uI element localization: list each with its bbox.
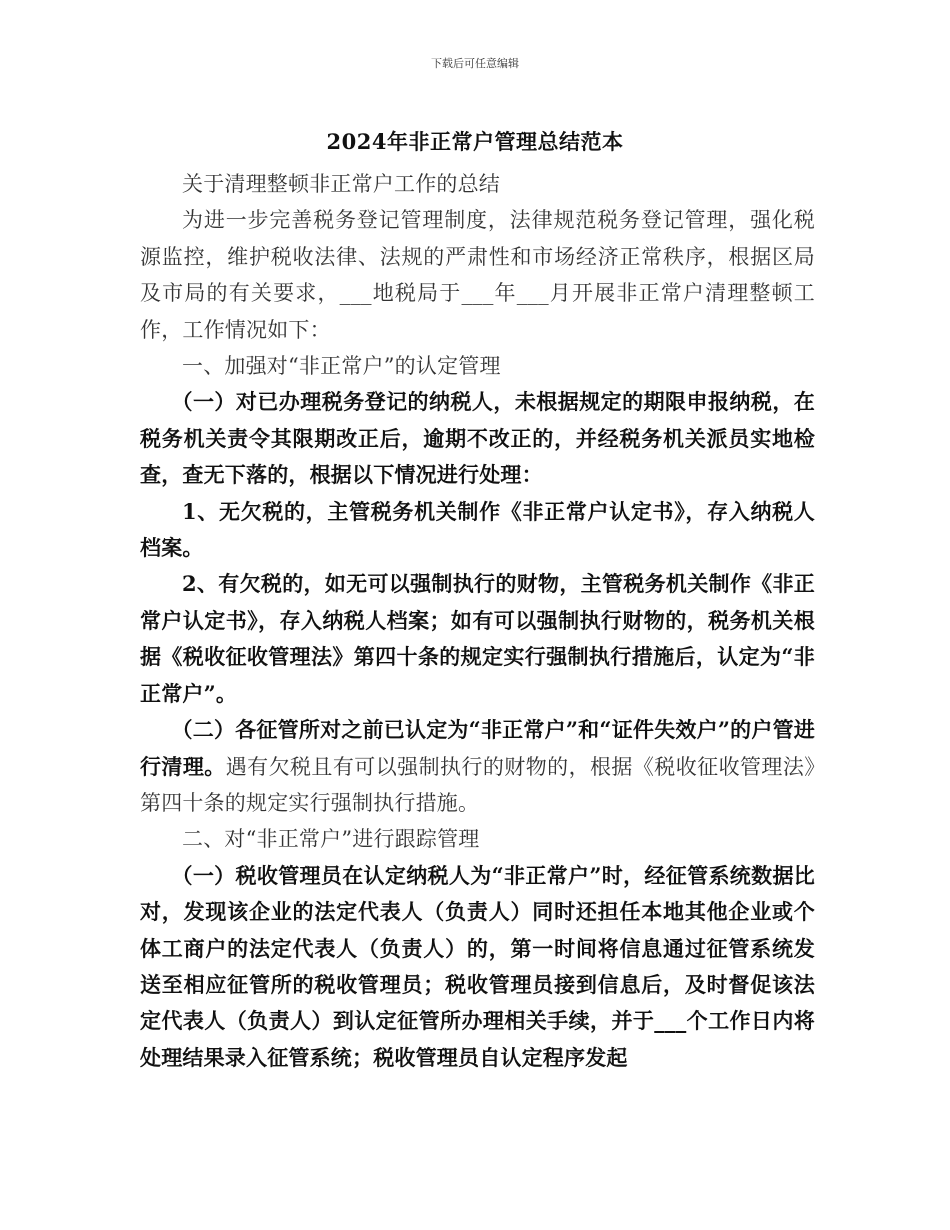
document-body	[140, 166, 815, 1076]
section2-item1: （一）税收管理员在认定纳税人为“非正常户”时，经征管系统数据比对，发现该企业的法定代表人（负责人）同时还担任本地其他企业或个体工商户的法定代表人（负责人）的，第一时间将信息通过征管系统发送至相应征管所的税收管理员；税收管理员接到信息后，及时督促该法定代表人（负责人）到认定征管所办理相关手续，并于___个工作日内将处理结果录入征管系统；税收管理员自认定程序发起	[140, 862, 815, 1070]
section1-heading: 一、加强对“非正常户”的认定管理	[182, 354, 501, 379]
section1-item2-bold: （二）各征管所对之前已认定为“非正常户”和“证件失效户”的户管进行清理。	[140, 717, 815, 779]
document-subtitle: 关于清理整顿非正常户工作的总结	[182, 172, 500, 196]
intro-paragraph: 为进一步完善税务登记管理制度，法律规范税务登记管理，强化税源监控，维护税收法律、法规的严肃性和市场经济正常秩序，根据区局及市局的有关要求，___地税局于___年___月开展非正常户清理整顿工作，工作情况如下：	[140, 208, 815, 342]
section1-item2	[140, 712, 815, 821]
section1-item1: （一）对已办理税务登记的纳税人，未根据规定的期限申报纳税，在税务机关责令其限期改正后，逾期不改正的，并经税务机关派员实地检查，查无下落的，根据以下情况进行处理：	[140, 389, 815, 488]
header-note: 下载后可任意编辑	[431, 57, 519, 70]
section2-heading: 二、对“非正常户”进行跟踪管理	[182, 827, 480, 852]
section1-item2-plain: 遇有欠税且有可以强制执行的财物的，根据《税收征收管理法》第四十条的规定实行强制执行措施。	[140, 754, 815, 815]
document-title: 2024年非正常户管理总结范本	[326, 129, 624, 154]
section1-item1-point2: 2、有欠税的，如无可以强制执行的财物，主管税务机关制作《非正常户认定书》，存入纳税人档案；如有可以强制执行财物的，税务机关根据《税收征收管理法》第四十条的规定实行强制执行措施后，认定为“非正常户”。	[140, 571, 815, 706]
section1-item1-point1: 1、无欠税的，主管税务机关制作《非正常户认定书》，存入纳税人档案。	[140, 498, 815, 561]
